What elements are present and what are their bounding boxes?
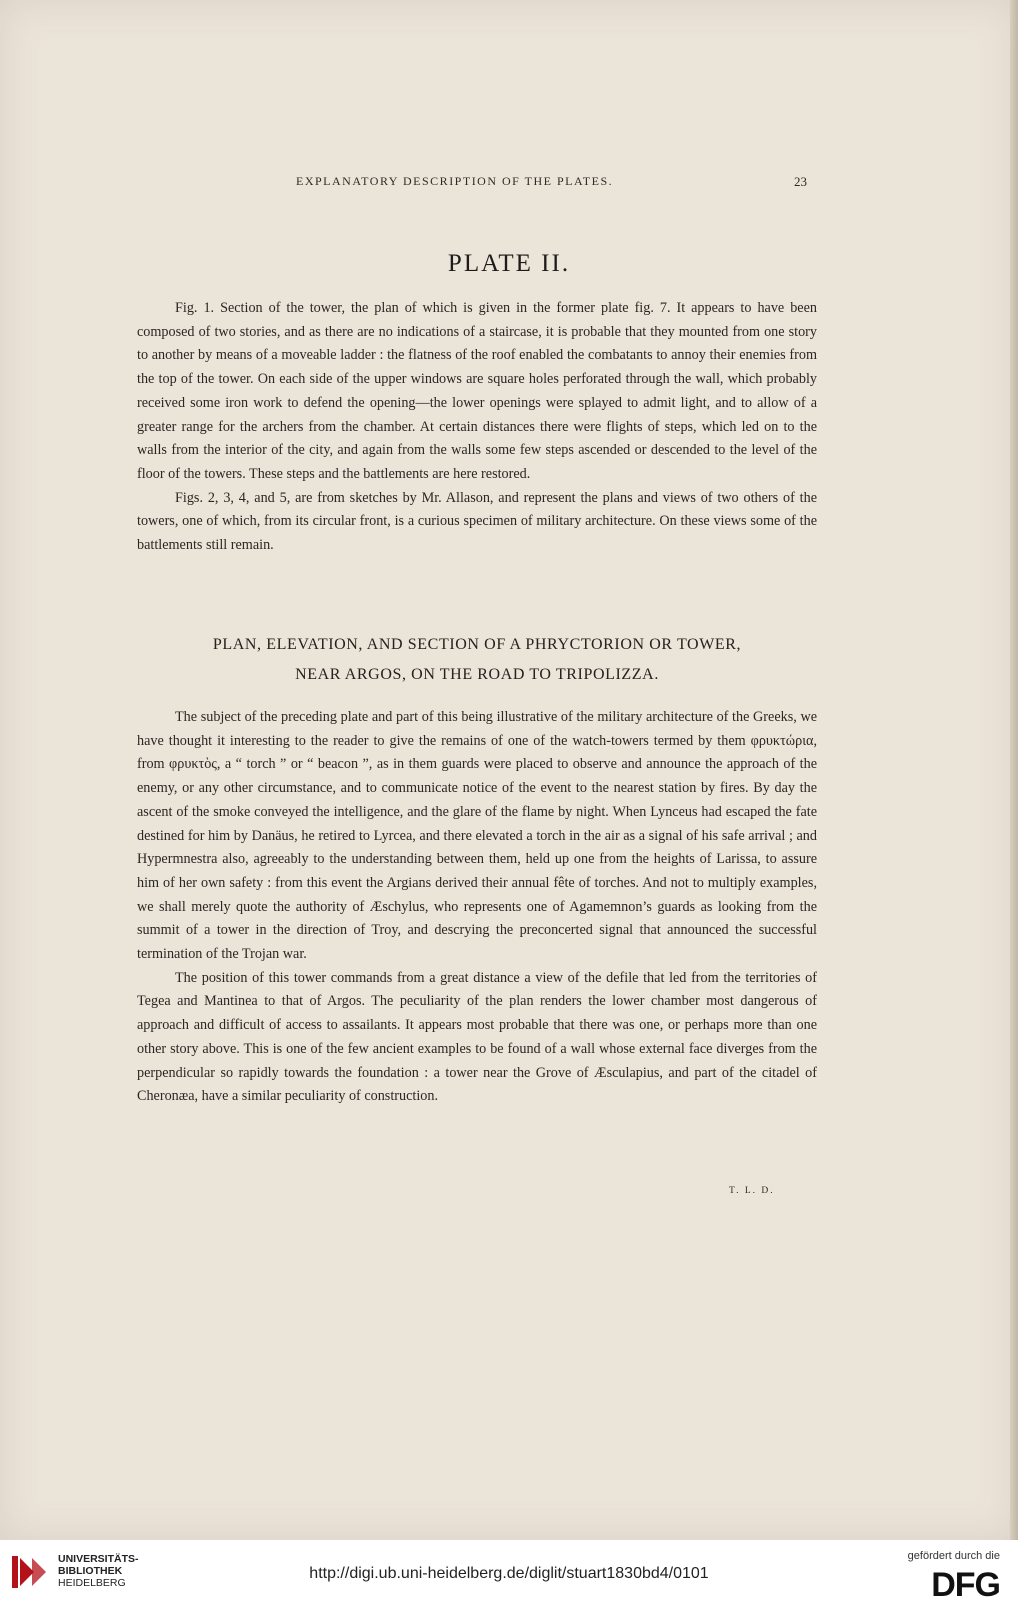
paragraph: The position of this tower commands from a great distance a view of the defile that led from the territories of Tegea and Mantinea to that of Argos. The peculiarity of the plan renders the lower chamber most dangerous of approach and difficult of access to assailants. It appears most probable that there was one, or perhaps more than one other story above. This is one of the few ancient examples to be found of a wall whose external face diverges from the perpendicular so rapidly towards the foundation : a tower near the Grove of Æsculapius, and part of the citadel of Cheronæa, have a similar peculiarity of construction. <box>137 969 817 1105</box>
paragraph: Fig. 1. Section of the tower, the plan of which is given in the former plate fig. 7. It appears to have been composed of two stories, and as there are no indications of a staircase, it is probable that they mounted from one story to another by means of a moveable ladder : the flatness of the roof enabled the combatants to annoy their enemies from the top of the tower. On each side of the upper windows are square holes perforated through the wall, which probably received some iron work to defend the opening—the lower openings were splayed to admit light, and to allow of a greater range for the archers from the chamber. At certain distances there were flights of steps, which led on to the walls from the interior of the city, and again from the walls some few steps ascended or descended to the level of the floor of the towers. These steps and the battlements are here restored. <box>137 300 817 482</box>
dfg-logo: DFG <box>931 1566 1000 1604</box>
library-name-line: HEIDELBERG <box>58 1577 126 1589</box>
running-head <box>0 174 1018 194</box>
plate-title: PLATE II. <box>447 250 571 277</box>
permalink-url[interactable]: http://digi.ub.uni-heidelberg.de/diglit/stuart1830bd4/0101 <box>309 1565 709 1582</box>
paragraph: The subject of the preceding plate and part of this being illustrative of the military architecture of the Greeks, we have thought it interesting to the reader to give the remains of one of the watch-towers termed by them φρυκτώρια, from φρυκτὸς, a “ torch ” or “ beacon ”, as in them guards were placed to observe and announce the approach of the enemy, or any other circumstance, and to communicate notice of the event to the nearest station by fires. By day the ascent of the smoke conveyed the intelligence, and the glare of the flame by night. When Lynceus had escaped the fate destined for him by Danäus, he retired to Lyrcea, and there elevated a torch in the air as a signal of his safe arrival ; and Hypermnestra also, agreeably to the understanding between them, held up one from the heights of Larissa, to assure him of her own safety : from this event the Argians derived their annual fête of torches. And not to multiply examples, we shall merely quote the authority of Æschylus, who represents one of Agamemnon’s guards as looking from the summit of a tower in the direction of Troy, and descrying the preconcerted signal that announced the successful termination of the Trojan war. <box>137 709 817 963</box>
author-signature: T. L. D. <box>729 1186 775 1196</box>
funded-by-label: gefördert durch die <box>907 1550 1000 1562</box>
section-heading-line: PLAN, ELEVATION, AND SECTION OF A PHRYCTORION OR TOWER, <box>212 636 742 653</box>
tower-description <box>137 706 817 1109</box>
paragraph: Figs. 2, 3, 4, and 5, are from sketches by Mr. Allason, and represent the plans and views of two others of the towers, one of which, from its circular front, is a curious specimen of military architecture. On these views some of the battlements still remain. <box>137 489 817 554</box>
section-heading <box>137 630 817 690</box>
library-name-line: UNIVERSITÄTS- <box>58 1553 139 1565</box>
running-title: EXPLANATORY DESCRIPTION OF THE PLATES. <box>296 174 614 188</box>
plate-description <box>137 297 817 558</box>
page-edge <box>1010 0 1018 1540</box>
section-heading-line: NEAR ARGOS, ON THE ROAD TO TRIPOLIZZA. <box>295 666 659 683</box>
page-number: 23 <box>794 174 807 189</box>
library-name-line: BIBLIOTHEK <box>58 1565 123 1577</box>
